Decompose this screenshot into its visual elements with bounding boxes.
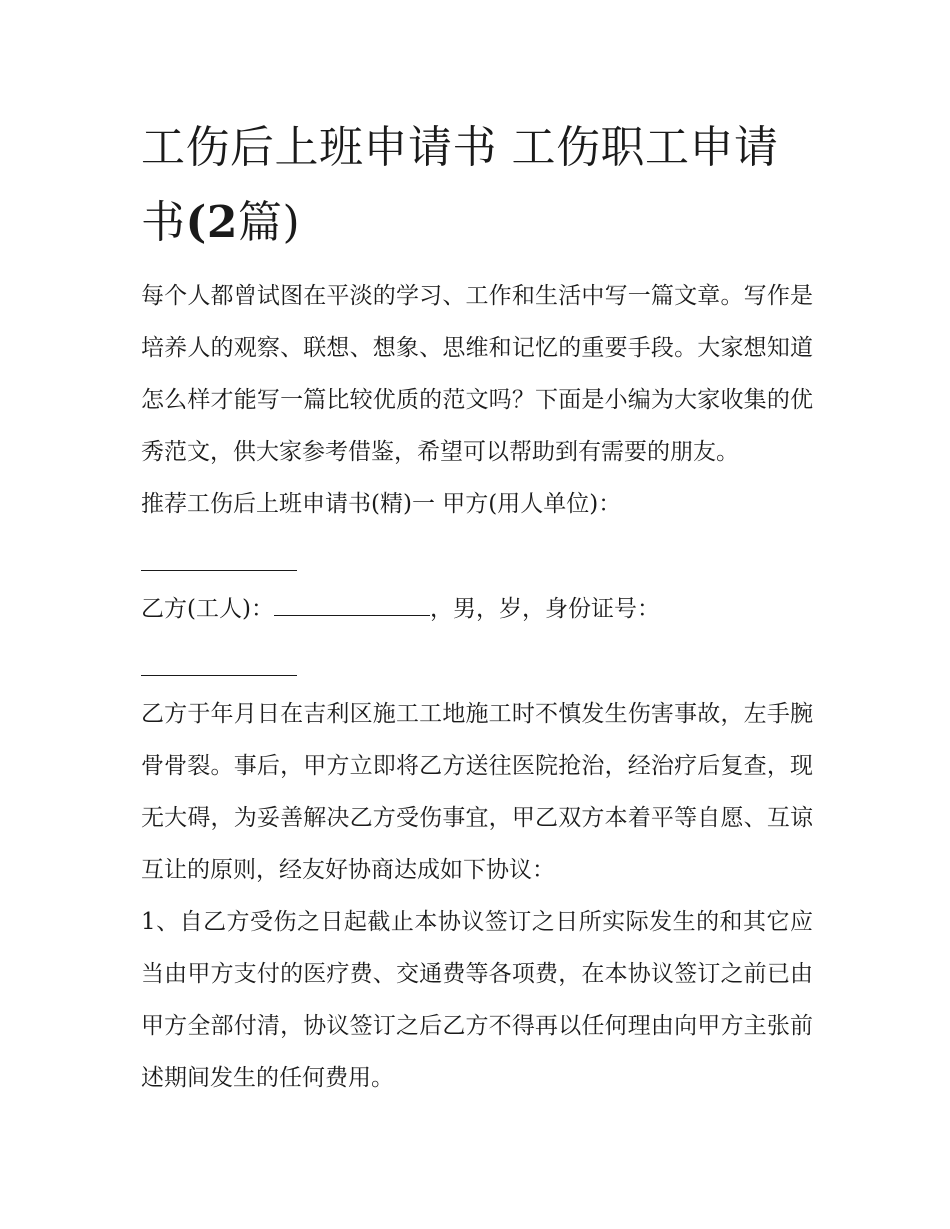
intro-paragraph: 每个人都曾试图在平淡的学习、工作和生活中写一篇文章。写作是培养人的观察、联想、想象、思维和记忆的重要手段。大家想知道怎么样才能写一篇比较优质的范文吗？下面是小编为大家收集的优秀范文，供大家参考借鉴，希望可以帮助到有需要的朋友。: [141, 283, 813, 465]
party-b-line: [141, 583, 813, 635]
party-b-prefix: 乙方(工人)：: [141, 596, 274, 622]
party-b-name-blank: [274, 587, 430, 616]
title-text: 工伤后上班申请书 工伤职工申请书: [141, 122, 779, 248]
id-number-blank-line: [141, 635, 297, 676]
party-b-suffix: ，男，岁，身份证号：: [429, 596, 660, 622]
accident-paragraph: 乙方于年月日在吉利区施工工地施工时不慎发生伤害事故，左手腕骨骨裂。事后，甲方立即将乙方送往医院抢治，经治疗后复查，现无大碍，为妥善解决乙方受伤事宜，甲乙双方本着平等自愿、互谅互让的原则，经友好协商达成如下协议：: [141, 701, 813, 883]
title-count: 2: [206, 197, 238, 248]
title-suffix: 篇): [237, 197, 301, 248]
title-paren-open: (: [185, 197, 207, 248]
document-body: [141, 110, 813, 1104]
party-a-blank-line: [141, 530, 297, 571]
recommend-heading: 推荐工伤后上班申请书(精)一 甲方(用人单位)：: [141, 491, 622, 517]
clause-1: 1、自乙方受伤之日起截止本协议签订之日所实际发生的和其它应当由甲方支付的医疗费、交通费等各项费，在本协议签订之前已由甲方全部付清，协议签订之后乙方不得再以任何理由向甲方主张前述期间发生的任何费用。: [141, 909, 813, 1091]
document-title: [141, 110, 813, 260]
